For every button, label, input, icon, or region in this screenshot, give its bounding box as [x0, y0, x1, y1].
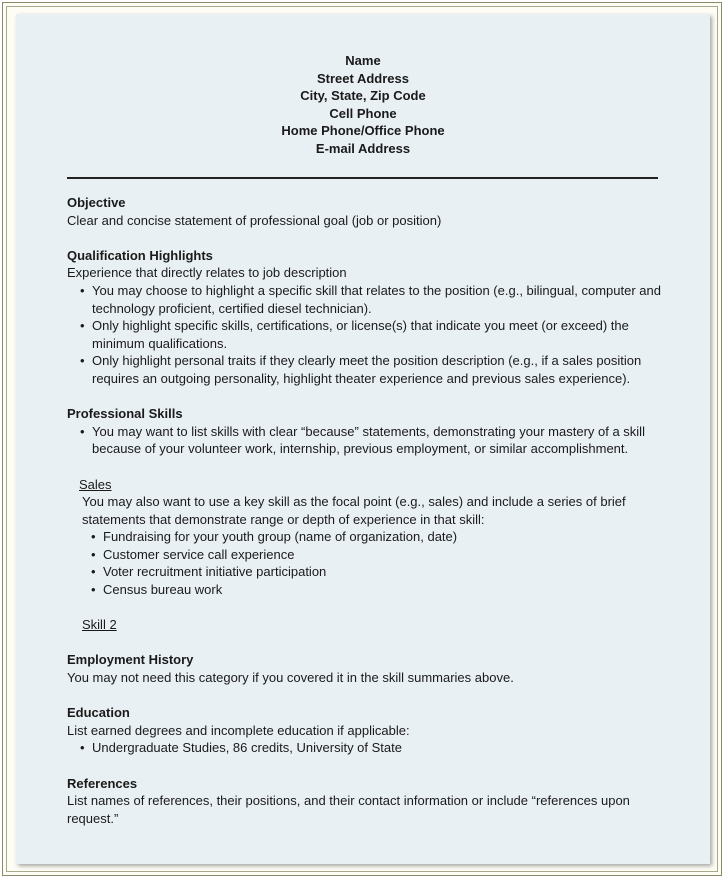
bullet-icon: • — [80, 740, 85, 756]
list-item: • You may want to list skills with clear “because” statements, demonstrating your mastery of a skill because of your volunteer work, internship, previous employment, or similar accomplishment. — [80, 423, 645, 457]
education-text: List earned degrees and incomplete education if applicable: — [67, 722, 410, 738]
education-list — [67, 739, 667, 757]
objective-text: Clear and concise statement of professional goal (job or position) — [67, 212, 442, 228]
home-phone-line: Home Phone/Office Phone — [281, 123, 445, 139]
sales-text: You may also want to use a key skill as the focal point (e.g., sales) and include a series of brief statements that demonstrate range or depth of experience in that skill: — [82, 494, 626, 527]
bullet-icon: • — [91, 546, 96, 562]
skills-list — [67, 423, 667, 458]
employment-heading: Employment History — [67, 652, 194, 668]
name-line: Name — [345, 53, 381, 68]
bullet-icon: • — [80, 282, 85, 298]
header-divider — [67, 177, 658, 179]
email-line: E-mail Address — [315, 140, 411, 156]
list-item: • Only highlight specific skills, certifications, or license(s) that indicate you meet (or exceed) the minimum qualifications. — [80, 318, 629, 351]
bullet-icon: • — [91, 582, 96, 598]
sales-list — [82, 528, 667, 598]
qualifications-intro: Experience that directly relates to job description — [67, 265, 347, 281]
list-item: • Only highlight personal traits if they clearly meet the position description (e.g., if a sales position requires an outgoing personality, highlight theater experience and previous sales experience). — [80, 353, 642, 386]
references-text: List names of references, their positions, and their contact information or include “references upon request.” — [67, 793, 630, 826]
bullet-icon: • — [91, 564, 96, 580]
employment-text: You may not need this category if you covered it in the skill summaries above. — [67, 670, 514, 686]
objective-heading: Objective — [67, 195, 126, 210]
list-item: • Census bureau work — [91, 582, 223, 598]
skills-heading: Professional Skills — [67, 406, 183, 422]
list-item: • Voter recruitment initiative participation — [91, 564, 327, 580]
list-item: • Customer service call experience — [91, 546, 295, 562]
resume-body — [67, 194, 667, 827]
list-item: • Fundraising for your youth group (name of organization, date) — [91, 529, 458, 545]
list-item: • Undergraduate Studies, 86 credits, University of State — [80, 740, 402, 756]
bullet-icon: • — [80, 423, 85, 439]
cell-line: Cell Phone — [329, 105, 397, 121]
city-line: City, State, Zip Code — [300, 88, 426, 104]
sales-block — [79, 476, 667, 634]
education-heading: Education — [67, 705, 130, 721]
bullet-icon: • — [91, 529, 96, 545]
street-line: Street Address — [317, 70, 409, 86]
skill2-label: Skill 2 — [82, 617, 117, 633]
contact-header — [16, 52, 710, 158]
bullet-icon: • — [80, 353, 85, 369]
resume-sheet — [16, 14, 710, 864]
qualifications-heading: Qualification Highlights — [67, 247, 213, 263]
references-heading: References — [67, 775, 138, 791]
qualifications-list — [67, 282, 667, 388]
list-item: • You may choose to highlight a specific skill that relates to the position (e.g., bilingual, computer and technology proficient, certified diesel technician). — [80, 282, 661, 316]
bullet-icon: • — [80, 318, 85, 334]
sales-label: Sales — [79, 476, 112, 492]
